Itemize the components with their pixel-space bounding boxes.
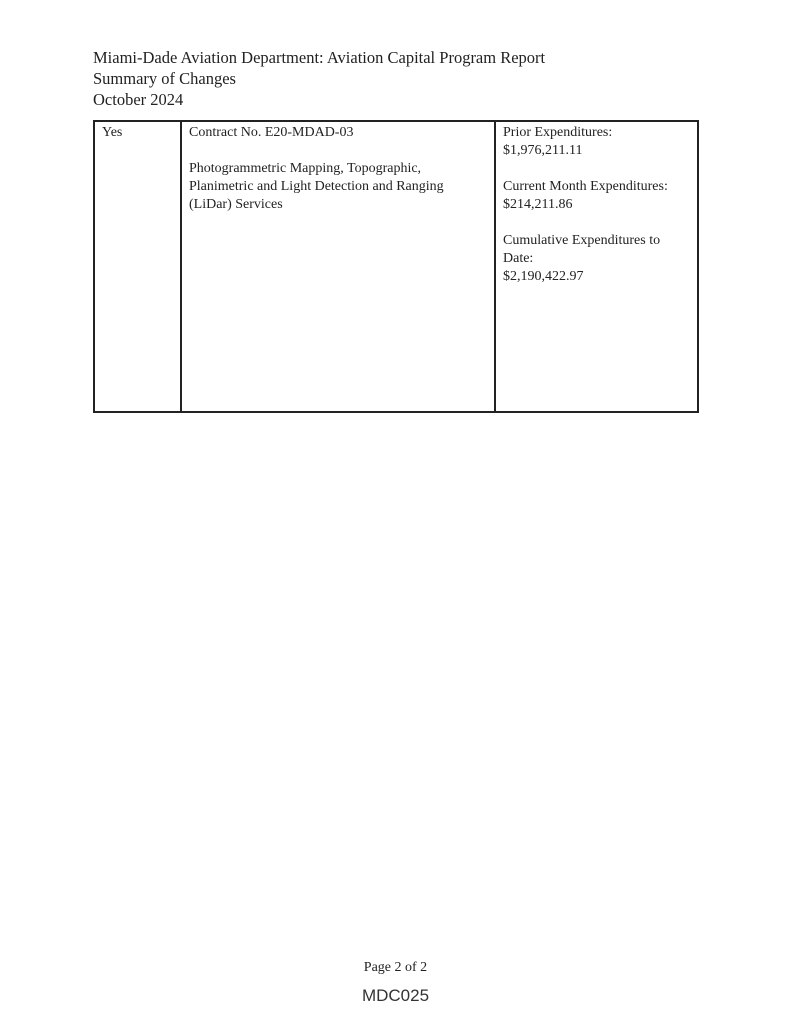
prior-expenditures-label: Prior Expenditures:: [503, 125, 613, 140]
document-id: MDC025: [361, 986, 430, 1005]
cumulative-expenditures-value: $2,190,422.97: [503, 269, 584, 284]
status-value: Yes: [102, 125, 123, 140]
report-header: [93, 47, 545, 110]
table-row: [94, 121, 698, 412]
report-date: October 2024: [93, 90, 184, 109]
summary-table: [93, 120, 699, 413]
prior-expenditures-value: $1,976,211.11: [503, 143, 583, 158]
current-expenditures-value: $214,211.86: [503, 197, 573, 212]
contract-number: Contract No. E20-MDAD-03: [189, 125, 354, 140]
current-expenditures-label: Current Month Expenditures:: [503, 179, 668, 194]
contract-cell: [181, 121, 495, 412]
page-number: Page 2 of 2: [363, 960, 428, 975]
report-subtitle: Summary of Changes: [93, 69, 236, 88]
contract-description: Photogrammetric Mapping, Topographic, Planimetric and Light Detection and Ranging (LiDar) Services: [189, 161, 444, 212]
cumulative-expenditures-label: Cumulative Expenditures to Date:: [503, 233, 661, 266]
report-title: Miami-Dade Aviation Department: Aviation Capital Program Report: [93, 48, 546, 67]
status-cell: [94, 121, 181, 412]
expenditures-cell: [495, 121, 698, 412]
